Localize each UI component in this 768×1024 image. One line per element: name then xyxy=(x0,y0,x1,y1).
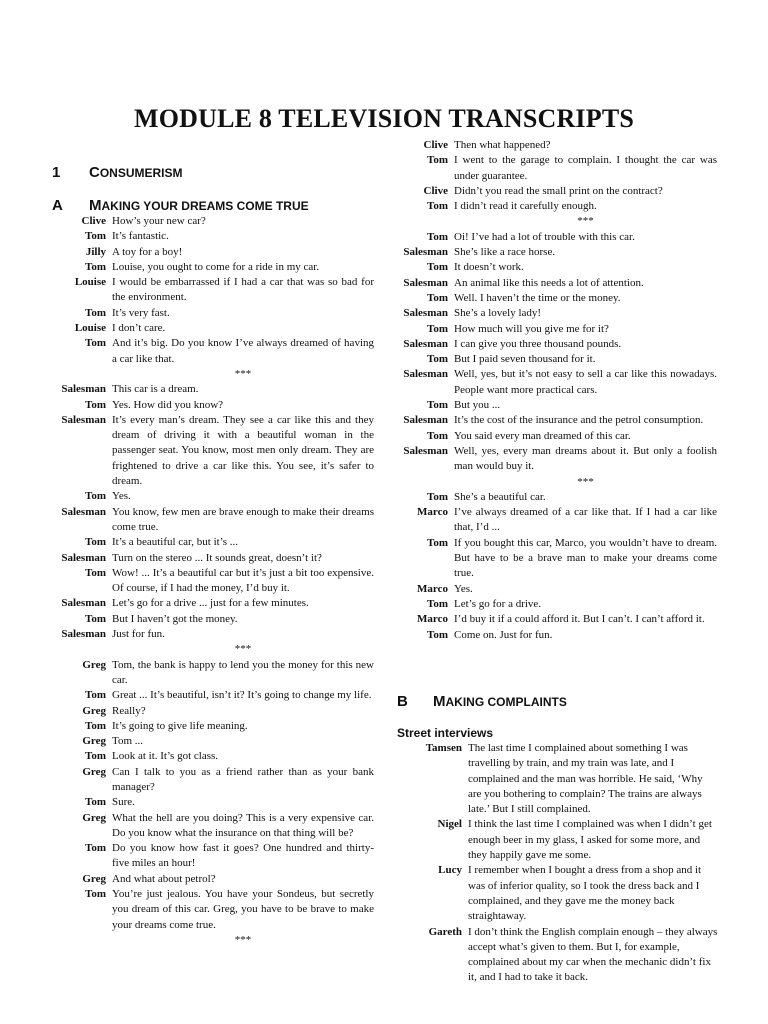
dialogue-line xyxy=(0,260,374,275)
dialogue-text: Wow! ... It’s a beautiful car but it’s just a bit too expensive. Of course, if I had the money, I’d buy it. xyxy=(112,566,374,595)
dialogue-text: You’re just jealous. You have your Sondeus, but secretly you dream of this car. Greg, you have to be brave to make your dreams come true. xyxy=(112,888,374,931)
speaker-name: Lucy xyxy=(438,864,462,877)
scene-separator: *** xyxy=(577,475,594,488)
dialogue-text: What the hell are you doing? This is a very expensive car. Do you know what the insurance on that thing will be? xyxy=(112,811,374,839)
dialogue-text: Really? xyxy=(112,704,146,717)
section-b-rest: AKING COMPLAINTS xyxy=(445,695,567,709)
dialogue-line xyxy=(396,863,718,924)
dialogue-text: I would be embarrassed if I had a car that was so bad for the environment. xyxy=(112,276,374,304)
dialogue-line xyxy=(0,321,374,336)
dialogue-text: Yes. xyxy=(454,582,473,595)
speaker-name: Greg xyxy=(82,765,106,778)
dialogue-line xyxy=(396,184,717,199)
dialogue-text: Let’s go for a drive ... just for a few minutes. xyxy=(112,597,309,610)
section-1-rest: ONSUMERISM xyxy=(99,166,183,180)
dialogue-text: It’s a beautiful car, but it’s ... xyxy=(112,536,239,549)
speaker-name: Clive xyxy=(423,139,448,151)
speaker-name: Salesman xyxy=(61,597,106,610)
dialogue-line xyxy=(396,582,717,597)
dialogue-text: But I paid seven thousand for it. xyxy=(454,353,596,366)
speaker-name: Tom xyxy=(85,796,106,809)
dialogue-line xyxy=(396,536,717,582)
speaker-name: Salesman xyxy=(403,444,448,457)
section-a-heading xyxy=(89,197,309,214)
speaker-name: Tom xyxy=(85,750,106,763)
scene-separator: *** xyxy=(234,643,252,656)
speaker-name: Tom xyxy=(85,842,106,855)
speaker-name: Greg xyxy=(82,704,106,717)
dialogue-text: This car is a dream. xyxy=(112,383,199,396)
dialogue-line xyxy=(396,306,717,321)
dialogue-text: You know, few men are brave enough to make their dreams come true. xyxy=(112,505,374,533)
dialogue-line xyxy=(396,413,717,428)
dialogue-text: Just for fun. xyxy=(112,628,165,641)
speaker-name: Tom xyxy=(85,337,106,350)
dialogue-text: It’s going to give life meaning. xyxy=(112,719,248,732)
dialogue-line xyxy=(396,597,717,612)
dialogue-line xyxy=(0,214,374,229)
dialogue-text: And it’s big. Do you know I’ve always dreamed of having a car like that. xyxy=(112,337,374,365)
dialogue-text: Do you know how fast it goes? One hundred and thirty-five miles an hour! xyxy=(112,842,374,870)
dialogue-line xyxy=(396,199,717,214)
speaker-name: Salesman xyxy=(403,368,448,381)
speaker-name: Salesman xyxy=(61,505,106,518)
dialogue-text: Yes. How did you know? xyxy=(112,398,224,411)
street-interviews-column xyxy=(396,741,718,986)
dialogue-text: I didn’t read it carefully enough. xyxy=(454,200,597,213)
dialogue-line xyxy=(396,337,717,352)
dialogue-line xyxy=(396,260,717,275)
dialogue-text: Well, yes, every man dreams about it. But only a foolish man would buy it. xyxy=(454,444,717,473)
dialogue-line xyxy=(0,413,374,489)
speaker-name: Tom xyxy=(427,154,448,167)
dialogue-line xyxy=(0,596,374,611)
dialogue-line xyxy=(0,719,374,734)
dialogue-text: The last time I complained about something I was travelling by train, and my train was late, and I complained and the man was horrible. He said, ‘Why are you bothering to complain? The trains are always late.’ But I still complained. xyxy=(468,742,703,816)
dialogue-text: Come on. Just for fun. xyxy=(454,628,553,641)
dialogue-text: It’s the cost of the insurance and the petrol consumption. xyxy=(454,414,704,427)
dialogue-text: I remember when I bought a dress from a shop and it was of inferior quality, so I took the dress back and I complained, and they gave me the money back straightaway. xyxy=(468,864,702,923)
speaker-name: Louise xyxy=(74,322,106,335)
dialogue-line xyxy=(396,490,717,505)
speaker-name: Tom xyxy=(85,689,106,702)
dialogue-text: But you ... xyxy=(454,399,501,412)
speaker-name: Salesman xyxy=(403,276,448,289)
dialogue-line xyxy=(396,153,717,184)
dialogue-text: Can I talk to you as a friend rather than as your bank manager? xyxy=(112,765,374,793)
speaker-name: Salesman xyxy=(61,383,106,396)
dialogue-line xyxy=(0,887,374,933)
speaker-name: Salesman xyxy=(403,307,448,320)
speaker-name: Tom xyxy=(427,399,448,412)
dialogue-line xyxy=(0,612,374,627)
dialogue-text: She’s like a race horse. xyxy=(454,246,556,259)
speaker-name: Tom xyxy=(427,230,448,243)
speaker-name: Tom xyxy=(427,597,448,610)
dialogue-text: Tom, the bank is happy to lend you the money for this new car. xyxy=(112,658,374,686)
dialogue-line xyxy=(396,352,717,367)
dialogue-text: I can give you three thousand pounds. xyxy=(454,337,622,350)
dialogue-text: Well. I haven’t the time or the money. xyxy=(454,291,621,304)
dialogue-line xyxy=(0,658,374,689)
dialogue-text: Didn’t you read the small print on the contract? xyxy=(454,184,663,197)
section-b-heading xyxy=(433,693,567,710)
dialogue-text: Turn on the stereo ... It sounds great, doesn’t it? xyxy=(112,551,322,564)
dialogue-line xyxy=(0,704,374,719)
dialogue-text: Oi! I’ve had a lot of trouble with this car. xyxy=(454,230,635,243)
speaker-name: Marco xyxy=(417,506,448,519)
dialogue-line xyxy=(396,230,717,245)
section-a-rest: AKING YOUR DREAMS COME TRUE xyxy=(101,199,309,213)
speaker-name: Tom xyxy=(85,490,106,503)
speaker-name: Tom xyxy=(427,200,448,213)
dialogue-text: I think the last time I complained was when I didn’t get enough beer in my glass, I asked for some more, and they happily gave me some. xyxy=(468,818,712,862)
dialogue-line xyxy=(0,872,374,887)
dialogue-line xyxy=(396,367,717,398)
dialogue-line xyxy=(396,444,717,475)
dialogue-line xyxy=(0,535,374,550)
dialogue-line xyxy=(0,688,374,703)
dialogue-line xyxy=(396,245,717,260)
speaker-name: Tom xyxy=(427,261,448,274)
dialogue-text: She’s a beautiful car. xyxy=(454,490,546,503)
speaker-name: Salesman xyxy=(403,414,448,427)
speaker-name: Salesman xyxy=(61,413,106,426)
speaker-name: Tom xyxy=(85,888,106,901)
dialogue-line xyxy=(396,276,717,291)
page-title: MODULE 8 TELEVISION TRANSCRIPTS xyxy=(133,104,635,133)
dialogue-text: You said every man dreamed of this car. xyxy=(454,429,631,442)
dialogue-line xyxy=(0,306,374,321)
dialogue-text: But I haven’t got the money. xyxy=(112,612,238,625)
dialogue-text: I went to the garage to complain. I thought the car was under guarantee. xyxy=(454,154,717,182)
dialogue-line xyxy=(396,322,717,337)
dialogue-text: I don’t care. xyxy=(112,322,166,335)
speaker-name: Tom xyxy=(427,490,448,503)
dialogue-line xyxy=(396,505,717,536)
dialogue-line xyxy=(396,741,718,817)
speaker-name: Salesman xyxy=(61,551,106,564)
dialogue-text: I’ve always dreamed of a car like that. If I had a car like that, I’d ... xyxy=(454,506,717,534)
speaker-name: Marco xyxy=(417,613,448,626)
dialogue-text: Yes. xyxy=(112,490,131,503)
dialogue-text: I’d buy it if a could afford it. But I can’t. I can’t afford it. xyxy=(454,613,705,626)
speaker-name: Salesman xyxy=(61,628,106,641)
speaker-name: Tom xyxy=(427,291,448,304)
speaker-name: Tom xyxy=(85,306,106,319)
dialogue-line xyxy=(0,398,374,413)
dialogue-line xyxy=(396,628,717,643)
dialogue-line xyxy=(0,382,374,397)
section-1-number: 1 xyxy=(52,164,61,181)
dialogue-text: She’s a lovely lady! xyxy=(454,307,542,320)
dialogue-text: If you bought this car, Marco, you wouldn’t have to dream. But have to be a brave man to make your dreams come true. xyxy=(454,536,717,580)
dialogue-line xyxy=(0,489,374,504)
dialogue-line xyxy=(0,811,374,842)
speaker-name: Greg xyxy=(82,658,106,671)
dialogue-text: Look at it. It’s got class. xyxy=(112,750,219,763)
dialogue-text: And what about petrol? xyxy=(112,872,216,885)
dialogue-line xyxy=(396,291,717,306)
dialogue-line xyxy=(396,138,717,153)
dialogue-text: I don’t think the English complain enough – they always accept what’s given to them. But I, for example, complained about my car when the mechanic didn’t fix it, and I had to take it back. xyxy=(468,925,718,984)
speaker-name: Clive xyxy=(423,184,448,197)
dialogue-text: It’s very fast. xyxy=(112,306,170,319)
speaker-name: Tom xyxy=(85,612,106,625)
dialogue-text: How much will you give me for it? xyxy=(454,322,609,335)
section-b-letter: B xyxy=(397,693,408,710)
dialogue-line xyxy=(0,795,374,810)
dialogue-line xyxy=(396,817,718,863)
dialogue-line xyxy=(0,229,374,244)
dialogue-text: Great ... It’s beautiful, isn’t it? It’s going to change my life. xyxy=(112,689,372,702)
dialogue-text: It doesn’t work. xyxy=(454,261,524,274)
left-transcript-column xyxy=(0,214,374,948)
dialogue-line xyxy=(0,551,374,566)
speaker-name: Jilly xyxy=(85,245,106,258)
speaker-name: Greg xyxy=(82,811,106,824)
dialogue-line xyxy=(0,245,374,260)
scene-separator: *** xyxy=(234,933,252,946)
section-a-initial: M xyxy=(89,197,102,214)
section-1-heading xyxy=(89,164,183,181)
speaker-name: Greg xyxy=(82,872,106,885)
speaker-name: Tom xyxy=(427,628,448,641)
section-a-letter: A xyxy=(52,197,63,214)
dialogue-text: Well, yes, but it’s not easy to sell a car like this nowadays. People want more practical cars. xyxy=(454,368,717,396)
speaker-name: Tom xyxy=(427,353,448,366)
dialogue-line xyxy=(0,749,374,764)
dialogue-text: An animal like this needs a lot of attention. xyxy=(454,276,644,289)
speaker-name: Tom xyxy=(85,260,106,273)
speaker-name: Tom xyxy=(85,566,106,579)
scene-separator: *** xyxy=(234,367,252,380)
speaker-name: Clive xyxy=(81,215,106,227)
dialogue-text: Sure. xyxy=(112,796,135,809)
speaker-name: Nigel xyxy=(437,818,462,831)
dialogue-text: Tom ... xyxy=(112,735,144,748)
speaker-name: Gareth xyxy=(428,925,462,938)
dialogue-text: How’s your new car? xyxy=(112,215,206,227)
speaker-name: Marco xyxy=(417,582,448,595)
speaker-name: Greg xyxy=(82,735,106,748)
dialogue-text: A toy for a boy! xyxy=(112,245,183,258)
dialogue-text: Let’s go for a drive. xyxy=(454,597,542,610)
speaker-name: Salesman xyxy=(403,246,448,259)
dialogue-line xyxy=(396,398,717,413)
speaker-name: Salesman xyxy=(403,337,448,350)
dialogue-line xyxy=(0,841,374,872)
dialogue-text: Louise, you ought to come for a ride in my car. xyxy=(112,260,320,273)
dialogue-line xyxy=(396,612,717,627)
section-b-initial: M xyxy=(433,693,446,710)
speaker-name: Tom xyxy=(85,719,106,732)
dialogue-line xyxy=(0,627,374,642)
dialogue-text: It’s every man’s dream. They see a car like this and they dream of driving it with a beautiful woman in the passenger seat. You know, most men only dream. They are frightened to drive a car like this. You see, it’s safer to dream. xyxy=(112,413,374,488)
right-transcript-column xyxy=(396,138,717,643)
speaker-name: Tom xyxy=(427,429,448,442)
speaker-name: Tom xyxy=(85,230,106,243)
dialogue-line xyxy=(0,734,374,749)
speaker-name: Tom xyxy=(85,536,106,549)
scene-separator: *** xyxy=(577,215,594,228)
street-interviews-heading: Street interviews xyxy=(397,726,494,740)
section-1-initial: C xyxy=(89,164,100,181)
speaker-name: Tom xyxy=(427,322,448,335)
dialogue-line xyxy=(0,765,374,796)
speaker-name: Louise xyxy=(74,276,106,289)
dialogue-text: Then what happened? xyxy=(454,139,551,151)
dialogue-line xyxy=(0,275,374,306)
dialogue-line xyxy=(396,925,718,986)
speaker-name: Tom xyxy=(427,536,448,549)
dialogue-line xyxy=(0,566,374,597)
dialogue-line xyxy=(0,505,374,536)
dialogue-line xyxy=(396,429,717,444)
speaker-name: Tamsen xyxy=(425,742,462,754)
dialogue-line xyxy=(0,336,374,367)
dialogue-text: It’s fantastic. xyxy=(112,230,169,243)
speaker-name: Tom xyxy=(85,398,106,411)
